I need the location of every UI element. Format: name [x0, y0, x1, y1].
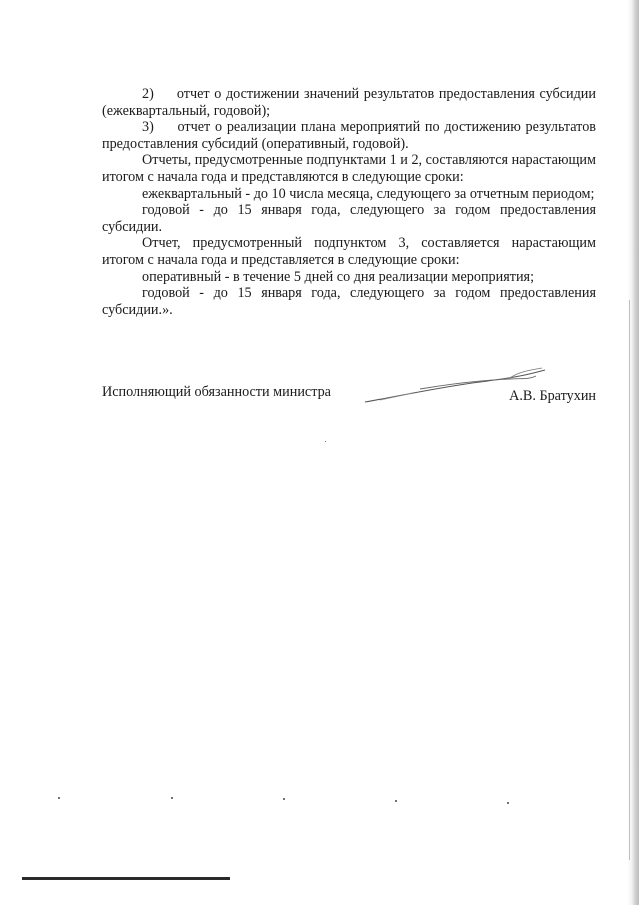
- paragraph-operational: оперативный - в течение 5 дней со дня реализации мероприятия;: [142, 268, 535, 285]
- signatory-title: Исполняющий обязанности министра: [102, 384, 331, 400]
- paragraph-annual: годовой - до 15 января года, следующего за годом предоставления субсидии.: [102, 202, 596, 235]
- paragraph-annual-final: годовой - до 15 января года, следующего за годом предоставления субсидии.».: [102, 285, 596, 318]
- scan-speck: [507, 802, 509, 804]
- handwritten-signature: [360, 362, 560, 412]
- paragraph-reports-deadlines: Отчеты, предусмотренные подпунктами 1 и 2, составляются нарастающим итогом с начала года и представляются в следующие сроки:: [102, 152, 596, 185]
- scan-speck: [171, 797, 173, 799]
- scan-speck: [325, 441, 326, 442]
- scan-speck: [58, 797, 60, 799]
- paragraph-report-3: 3) отчет о реализации плана мероприятий по достижению результатов предоставления субсидий (оперативный, годовой).: [102, 119, 596, 152]
- scan-edge-strip: [629, 300, 630, 860]
- signatory-name: А.В. Братухин: [509, 388, 596, 404]
- paragraph-report-2: 2) отчет о достижении значений результатов предоставления субсидии (ежеквартальный, годовой);: [102, 86, 596, 119]
- document-body: [102, 86, 596, 318]
- scan-speck: [283, 798, 285, 800]
- scan-edge-bottom: [22, 877, 230, 880]
- paragraph-report-3-deadlines: Отчет, предусмотренный подпунктом 3, составляется нарастающим итогом с начала года и представляется в следующие сроки:: [102, 235, 596, 268]
- paragraph-quarterly: ежеквартальный - до 10 числа месяца, следующего за отчетным периодом;: [142, 185, 595, 202]
- scan-speck: [395, 800, 397, 802]
